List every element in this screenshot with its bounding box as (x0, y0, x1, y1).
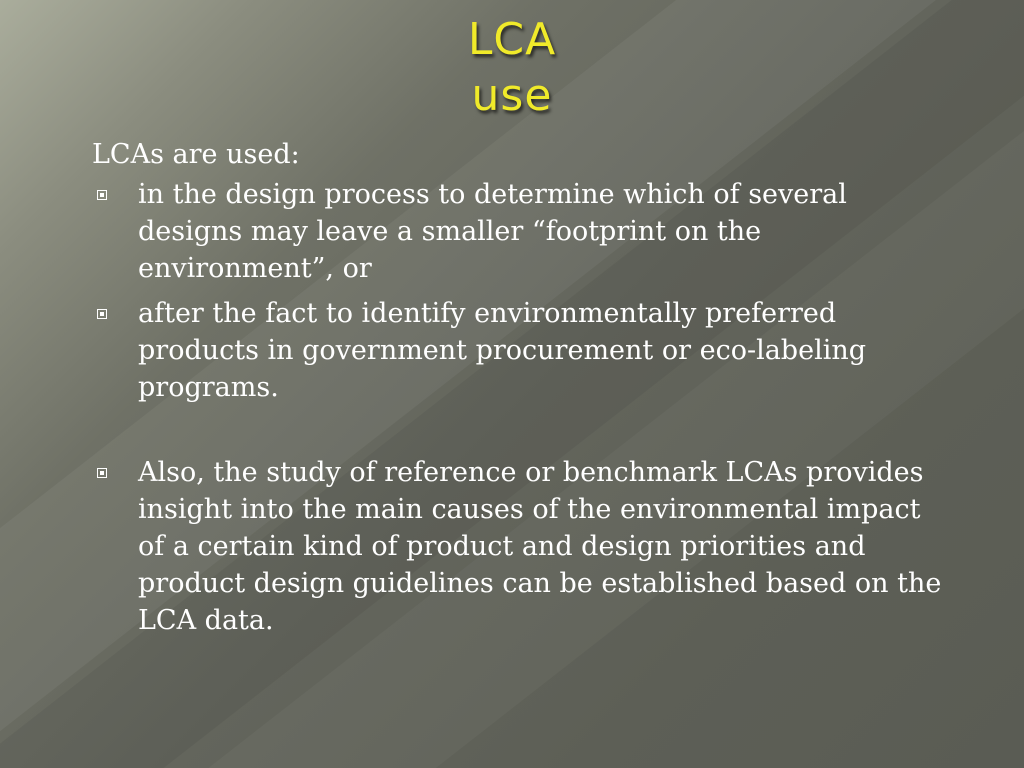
square-bullet-icon (97, 190, 107, 200)
bullet-item (92, 295, 942, 406)
square-bullet-icon (97, 309, 107, 319)
bullet-text: in the design process to determine which of several designs may leave a smaller “footprint on the environment”, or (138, 179, 847, 284)
bullet-item (92, 176, 942, 287)
slide-title-line-1: LCA (467, 14, 557, 65)
intro-text: LCAs are used: (92, 139, 300, 170)
bullet-text: Also, the study of reference or benchmark LCAs provides insight into the main causes of the environmental impact of a certain kind of product and design priorities and product design guidelines can be established based on the LCA data. (138, 457, 942, 636)
bullet-text: after the fact to identify environmentally preferred products in government procurement or eco-labeling programs. (138, 298, 867, 403)
bullet-item (92, 454, 942, 639)
square-bullet-icon (97, 468, 107, 478)
slide-title-line-2: use (471, 70, 553, 121)
slide-body (92, 136, 942, 647)
slide-title (0, 12, 1024, 124)
